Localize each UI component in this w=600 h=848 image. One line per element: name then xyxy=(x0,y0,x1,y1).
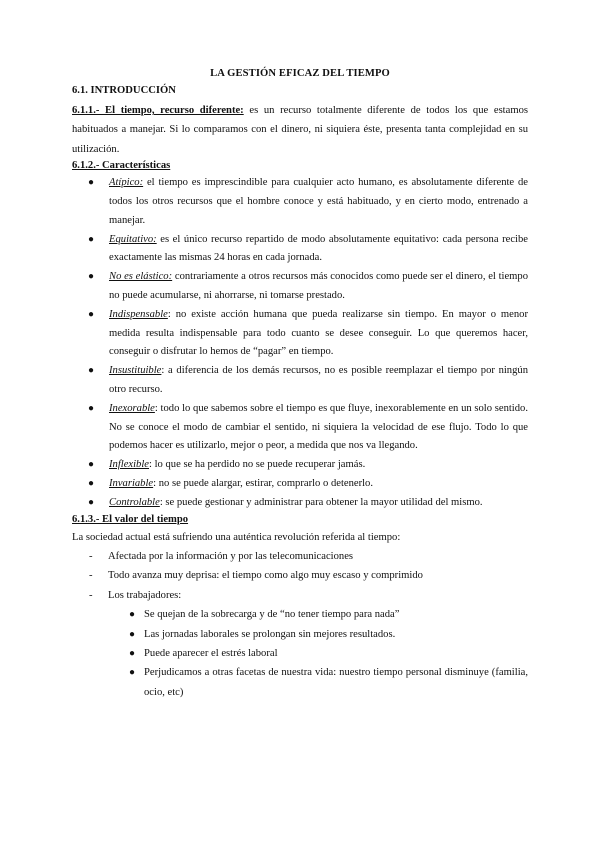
paragraph-6-1-1 xyxy=(72,101,528,159)
list-item xyxy=(72,644,528,663)
list-item-text: Perjudicamos a otras facetas de nuestra vida: nuestro tiempo personal disminuye (familia, ocio, etc) xyxy=(144,667,528,698)
list-item-text: Se quejan de la sobrecarga y de “no tener tiempo para nada” xyxy=(144,609,400,621)
bullet-icon: ● xyxy=(88,271,95,283)
term: Inflexible xyxy=(109,459,150,471)
list-item xyxy=(72,306,528,362)
list-item-text: Las jornadas laborales se prolongan sin mejores resultados. xyxy=(144,628,396,640)
bullet-icon: ● xyxy=(88,308,95,320)
document-page xyxy=(72,68,528,702)
list-item-text: Todo avanza muy deprisa: el tiempo como algo muy escaso y comprimido xyxy=(108,570,423,582)
term: Equitativo: xyxy=(109,233,157,245)
bullet-icon: ● xyxy=(129,609,136,621)
bullet-icon: ● xyxy=(88,459,95,471)
bullet-icon: ● xyxy=(129,667,136,679)
bullet-icon: ● xyxy=(88,365,95,377)
list-item xyxy=(72,400,528,456)
bullet-icon: ● xyxy=(88,402,95,414)
subsection-label-6-1-1: 6.1.1.- El tiempo, recurso diferente: xyxy=(72,105,244,116)
list-item xyxy=(72,494,528,513)
list-item xyxy=(72,547,528,566)
term: Indispensable xyxy=(109,308,168,320)
document-title: LA GESTIÓN EFICAZ DEL TIEMPO xyxy=(210,68,390,79)
term-description: : todo lo que sabemos sobre el tiempo es que fluye, inexorablemente en un solo sentido. No se conoce el modo de cambiar el sentido, ni siquiera la velocidad de ese flujo. Todo lo que podemos hacer es utilizarlo, mejor o peor, a medida que nos va llegando. xyxy=(109,402,528,452)
list-item xyxy=(72,566,528,585)
term-description: : se puede gestionar y administrar para obtener la mayor utilidad del mismo. xyxy=(159,496,483,508)
list-item-text: Afectada por la información y por las telecomunicaciones xyxy=(108,550,354,562)
dash-icon: - xyxy=(89,550,93,562)
section-heading-6-1: 6.1. INTRODUCCIÓN xyxy=(72,85,176,96)
term-description: : lo que se ha perdido no se puede recuperar jamás. xyxy=(149,459,366,471)
list-item xyxy=(72,625,528,644)
list-item-text: Puede aparecer el estrés laboral xyxy=(144,648,278,659)
term-description: el tiempo es imprescindible para cualquier acto humano, es absolutamente diferente de todos los otros recursos que el hombre conoce y está habituado, y en cierto modo, entrenado a manejar. xyxy=(109,177,528,226)
term: Insustituible xyxy=(109,365,162,377)
time-value-list xyxy=(72,547,528,605)
term-description: contrariamente a otros recursos más conocidos como puede ser el dinero, el tiempo no puede acumularse, ni ahorrarse, ni tomarse prestado. xyxy=(109,271,528,301)
list-item xyxy=(72,231,528,269)
list-item xyxy=(72,586,528,605)
dash-icon: - xyxy=(89,570,93,582)
bullet-icon: ● xyxy=(88,496,95,508)
term-description: : no existe acción humana que pueda realizarse sin tiempo. En mayor o menor medida resulta indispensable para todo cuanto se desee conseguir. Lo que queremos hacer, conseguir o disfrutar lo hemos de “pagar” en tiempo. xyxy=(109,308,528,358)
bullet-icon: ● xyxy=(129,648,136,659)
bullet-icon: ● xyxy=(88,233,95,245)
term: No es elástico: xyxy=(109,271,173,283)
term: Atípico: xyxy=(109,177,144,189)
workers-list xyxy=(72,605,528,702)
term-description: : no se puede alargar, estirar, comprarlo o detenerlo. xyxy=(153,477,374,489)
paragraph-6-1-1-text: es un recurso totalmente diferente de todos los que estamos habituados a manejar. Si lo comparamos con el dinero, ni siquiera éste, presenta tanta complejidad en su utilización. xyxy=(72,105,528,155)
term-description: : a diferencia de los demás recursos, no es posible reemplazar el tiempo por ningún otro recurso. xyxy=(109,365,528,395)
bullet-icon: ● xyxy=(88,477,95,489)
bullet-icon: ● xyxy=(129,628,136,640)
term: Inexorable xyxy=(109,402,155,414)
dash-icon: - xyxy=(89,589,93,601)
subsection-heading-6-1-2: 6.1.2.- Características xyxy=(72,160,171,172)
term: Controlable xyxy=(109,496,160,508)
characteristics-list xyxy=(72,174,528,512)
list-item-text: Los trabajadores: xyxy=(108,589,182,601)
term-description: es el único recurso repartido de modo absolutamente equitativo: cada persona recibe exactamente las mismas 24 horas en cada jornada. xyxy=(109,233,528,264)
list-item xyxy=(72,362,528,400)
list-item xyxy=(72,268,528,306)
term: Invariable xyxy=(109,477,154,489)
list-item xyxy=(72,475,528,494)
list-item xyxy=(72,456,528,475)
paragraph-6-1-3-intro: La sociedad actual está sufriendo una auténtica revolución referida al tiempo: xyxy=(72,531,401,543)
list-item xyxy=(72,174,528,230)
list-item xyxy=(72,605,528,624)
bullet-icon: ● xyxy=(88,177,95,189)
list-item xyxy=(72,663,528,702)
subsection-heading-6-1-3: 6.1.3.- El valor del tiempo xyxy=(72,513,189,525)
